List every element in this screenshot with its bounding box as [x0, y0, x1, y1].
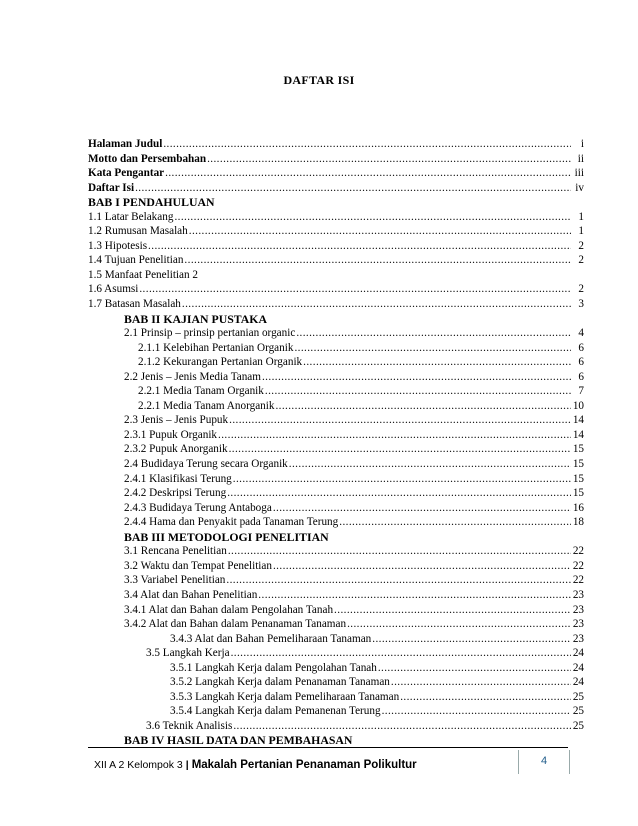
toc-entry: [88, 472, 584, 487]
toc-leader-dots: [227, 486, 571, 501]
toc-entry: [88, 617, 584, 632]
footer-separator: |: [185, 759, 189, 771]
toc-entry: [88, 457, 584, 472]
toc-entry-label: 2.2.1 Media Tanam Anorganik: [138, 399, 275, 412]
toc-entry-label: BAB III METODOLOGI PENELITIAN: [124, 529, 329, 544]
toc-entry: [88, 486, 584, 501]
toc-entry-label: 3.5.4 Langkah Kerja dalam Pemanenan Terung: [170, 705, 381, 718]
page-footer: [88, 756, 570, 774]
toc-leader-dots: [184, 253, 571, 268]
toc-entry: [88, 573, 584, 588]
toc-entry-page: i: [580, 138, 584, 150]
toc-entry-page: 2: [578, 239, 584, 252]
toc-leader-dots: [174, 210, 571, 225]
toc-entry-page: 22: [572, 559, 584, 572]
toc-entry-page: 6: [578, 341, 584, 354]
toc-entry-label: 1.3 Hipotesis: [88, 239, 148, 252]
toc-entry-page: 23: [572, 618, 584, 631]
footer-divider: [88, 747, 568, 748]
toc-entry-label: 2.4.2 Deskripsi Terung: [124, 487, 227, 500]
toc-leader-dots: [163, 137, 571, 152]
toc-entry: [88, 588, 584, 603]
toc-entry-page: 23: [572, 588, 584, 601]
toc-entry: [88, 719, 584, 734]
toc-entry-label: Motto dan Persembahan: [88, 152, 207, 165]
toc-entry-page: 6: [578, 370, 584, 383]
toc-entry: [88, 341, 584, 356]
toc-entry-label: 2.2.1 Media Tanam Organik: [138, 385, 264, 398]
toc-leader-dots: [294, 341, 571, 356]
toc-entry-label: 2.3.2 Pupuk Anorganik: [124, 443, 228, 456]
toc-leader-dots: [139, 282, 571, 297]
toc-leader-dots: [228, 544, 571, 559]
toc-entry: [88, 559, 584, 574]
toc-entry-label: 1.2 Rumusan Masalah: [88, 225, 188, 238]
toc-entry: [88, 632, 584, 647]
toc-entry: [88, 428, 584, 443]
toc-entry-page: 10: [572, 399, 584, 412]
toc-leader-dots: [391, 675, 571, 690]
toc-entry: [88, 399, 584, 414]
toc-entry-label: Halaman Judul: [88, 138, 163, 150]
toc-entry: [88, 501, 584, 516]
toc-entry-page: 24: [572, 676, 584, 689]
toc-entry-page: 18: [572, 516, 584, 529]
toc-entry-label: 2.4 Budidaya Terung secara Organik: [124, 458, 288, 471]
toc-entry-page: 25: [572, 705, 584, 718]
toc-entry-label: 2.4.4 Hama dan Penyakit pada Tanaman Terung: [124, 516, 339, 529]
toc-leader-dots: [233, 472, 571, 487]
toc-entry: [88, 646, 584, 661]
toc-leader-dots: [339, 515, 571, 530]
toc-entry: [88, 661, 584, 676]
toc-entry-page: 2: [578, 283, 584, 296]
toc-entry: [88, 515, 584, 530]
toc-entry-page: 3: [578, 298, 584, 311]
toc-entry-page: iii: [574, 167, 584, 180]
toc-leader-dots: [229, 413, 571, 428]
toc-entry-label: 3.6 Teknik Analisis: [146, 719, 233, 732]
toc-entry: [88, 690, 584, 705]
toc-entry-label: BAB II KAJIAN PUSTAKA: [124, 311, 268, 326]
toc-entry-label: 1.6 Asumsi: [88, 283, 139, 296]
toc-entry-label: 2.1.1 Kelebihan Pertanian Organik: [138, 341, 294, 354]
toc-entry-label: 2.4.3 Budidaya Terung Antaboga: [124, 501, 272, 514]
toc-entry-label: 3.5.3 Langkah Kerja dalam Pemeliharaan Tanaman: [170, 690, 400, 703]
toc-leader-dots: [262, 370, 571, 385]
toc-leader-dots: [273, 559, 571, 574]
toc-entry: [88, 312, 584, 327]
toc-entry: [88, 355, 584, 370]
toc-entry: [88, 384, 584, 399]
toc-entry-label: 2.3 Jenis – Jenis Pupuk: [124, 414, 229, 427]
toc-entry: [88, 195, 584, 210]
toc-leader-dots: [273, 501, 571, 516]
toc-leader-dots: [289, 457, 571, 472]
toc-entry-page: 4: [578, 327, 584, 340]
toc-leader-dots: [275, 399, 571, 414]
toc-entry-page: 24: [572, 661, 584, 674]
toc-entry-label: 2.1.2 Kekurangan Pertanian Organik: [138, 356, 303, 369]
toc-entry-label: 1.1 Latar Belakang: [88, 210, 174, 223]
page-title: DAFTAR ISI: [283, 73, 355, 87]
toc-entry: [88, 166, 584, 181]
toc-entry-label: 3.4.1 Alat dan Bahan dalam Pengolahan Tanah: [124, 603, 334, 616]
footer-title: Makalah Pertanian Penanaman Polikultur: [191, 759, 417, 771]
toc-entry-page: 15: [572, 458, 584, 471]
toc-entry: [88, 152, 584, 167]
footer-group: XII A 2 Kelompok 3: [94, 759, 183, 771]
toc-leader-dots: [148, 239, 571, 254]
toc-leader-dots: [258, 588, 571, 603]
toc-entry: [88, 603, 584, 618]
toc-entry: [88, 413, 584, 428]
toc-leader-dots: [226, 573, 571, 588]
toc-entry: [88, 268, 584, 283]
toc-entry-page: 23: [572, 603, 584, 616]
toc-entry-page: 1: [578, 210, 584, 223]
toc-entry-page: 15: [572, 472, 584, 485]
toc-entry-label: 3.5.1 Langkah Kerja dalam Pengolahan Tanah: [170, 661, 377, 674]
toc-leader-dots: [303, 355, 571, 370]
toc-entry: [88, 544, 584, 559]
toc-entry: [88, 137, 584, 152]
toc-entry-label: 2.1 Prinsip – prinsip pertanian organic: [124, 327, 296, 340]
toc-entry-page: 16: [572, 501, 584, 514]
toc-entry-label: Kata Pengantar: [88, 167, 165, 180]
toc-entry-label: 3.2 Waktu dan Tempat Penelitian: [124, 559, 272, 572]
toc-leader-dots: [372, 632, 571, 647]
toc-entry: [88, 297, 584, 312]
toc-entry-label: 3.4 Alat dan Bahan Penelitian: [124, 588, 258, 601]
toc-entry-label: 3.5.2 Langkah Kerja dalam Penanaman Tanaman: [170, 676, 390, 689]
toc-leader-dots: [182, 297, 571, 312]
toc-entry-page: 22: [572, 574, 584, 587]
toc-entry-label: Daftar Isi: [88, 181, 135, 194]
toc-leader-dots: [218, 428, 571, 443]
toc-leader-dots: [233, 719, 571, 734]
toc-leader-dots: [265, 384, 571, 399]
toc-leader-dots: [296, 326, 571, 341]
table-of-contents: [88, 137, 584, 748]
toc-entry-label: 1.7 Batasan Masalah: [88, 298, 181, 311]
toc-entry-label: 3.5 Langkah Kerja: [146, 647, 230, 660]
toc-entry: [88, 442, 584, 457]
toc-entry-page: 24: [572, 647, 584, 660]
toc-entry: [88, 370, 584, 385]
toc-entry-page: 1: [578, 225, 584, 238]
toc-entry-label: 2.4.1 Klasifikasi Terung: [124, 472, 232, 485]
toc-entry: [88, 210, 584, 225]
toc-leader-dots: [135, 181, 571, 196]
toc-entry-page: iv: [575, 181, 584, 194]
toc-entry-page: 23: [572, 632, 584, 645]
toc-entry-page: 6: [578, 356, 584, 369]
toc-entry-page: 14: [572, 428, 584, 441]
toc-entry: [88, 224, 584, 239]
toc-entry: [88, 181, 584, 196]
toc-entry-label: BAB IV HASIL DATA DAN PEMBAHASAN: [124, 733, 353, 748]
toc-leader-dots: [165, 166, 571, 181]
toc-entry: [88, 733, 584, 748]
toc-entry: [88, 239, 584, 254]
footer-page-number: 4: [518, 750, 570, 774]
toc-entry-label: 2.2 Jenis – Jenis Media Tanam: [124, 370, 261, 383]
toc-entry-label: 3.4.2 Alat dan Bahan dalam Penanaman Tanaman: [124, 618, 347, 631]
toc-entry-page: 2: [578, 254, 584, 267]
toc-entry-page: 22: [572, 545, 584, 558]
toc-entry-label: 2.3.1 Pupuk Organik: [124, 428, 218, 441]
toc-leader-dots: [378, 661, 571, 676]
toc-entry: [88, 530, 584, 545]
toc-entry-page: ii: [577, 152, 584, 165]
toc-entry-label: 1.4 Tujuan Penelitian: [88, 254, 184, 267]
toc-entry-label: BAB I PENDAHULUAN: [88, 195, 215, 210]
toc-leader-dots: [347, 617, 571, 632]
toc-entry-page: 15: [572, 443, 584, 456]
toc-leader-dots: [334, 603, 571, 618]
toc-entry-page: 7: [578, 385, 584, 398]
toc-entry-page: 25: [572, 690, 584, 703]
toc-leader-dots: [189, 224, 571, 239]
toc-entry-page: 15: [572, 487, 584, 500]
toc-entry-label: 3.4.3 Alat dan Bahan Pemeliharaan Tanaman: [170, 632, 372, 645]
toc-entry: [88, 675, 584, 690]
toc-entry-page: 25: [572, 719, 584, 732]
toc-entry: [88, 704, 584, 719]
toc-leader-dots: [229, 442, 571, 457]
toc-leader-dots: [231, 646, 571, 661]
footer-left: [94, 759, 417, 771]
toc-entry-label: 3.1 Rencana Penelitian: [124, 545, 227, 558]
toc-entry: [88, 253, 584, 268]
toc-leader-dots: [400, 690, 571, 705]
toc-entry-page: 14: [572, 414, 584, 427]
toc-entry: [88, 282, 584, 297]
toc-entry: [88, 326, 584, 341]
toc-entry-label: 1.5 Manfaat Penelitian 2: [88, 268, 198, 281]
toc-entry-label: 3.3 Variabel Penelitian: [124, 574, 226, 587]
toc-leader-dots: [382, 704, 571, 719]
toc-leader-dots: [207, 152, 571, 167]
